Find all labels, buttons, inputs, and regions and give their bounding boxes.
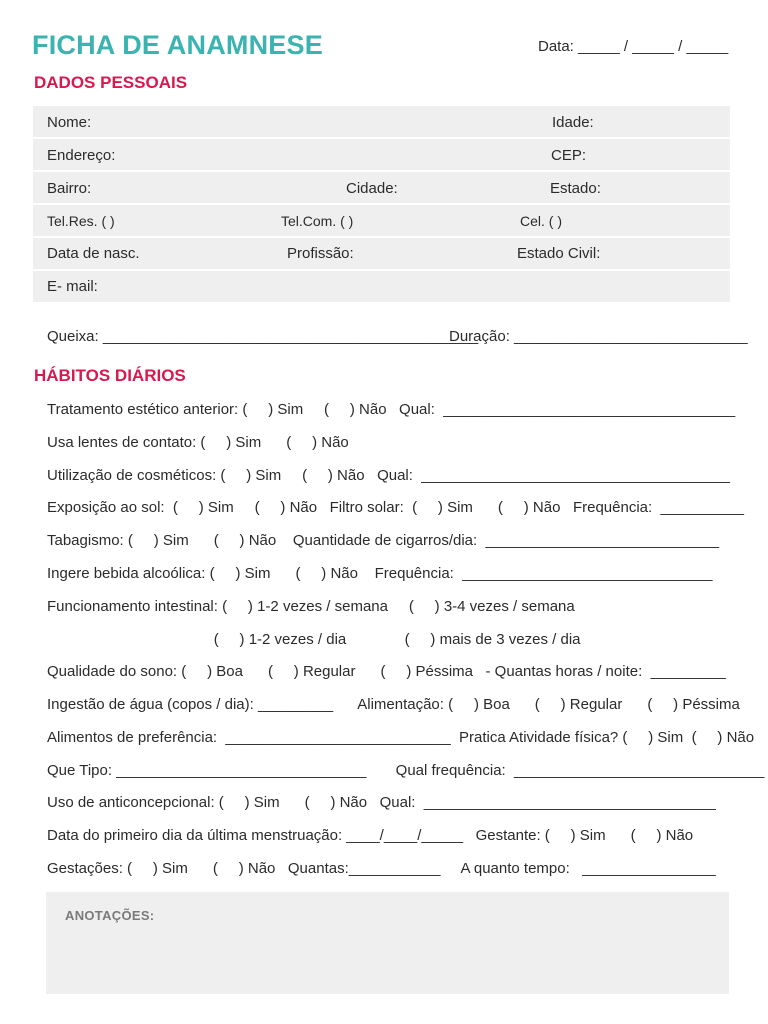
line-lentes-contato[interactable]: Usa lentes de contato: ( ) Sim ( ) Não — [47, 434, 349, 451]
section-title-habitos-diarios: HÁBITOS DIÁRIOS — [34, 366, 186, 385]
label-estado-civil: Estado Civil: — [517, 245, 601, 262]
line-qualidade-sono[interactable]: Qualidade do sono: ( ) Boa ( ) Regular ( ) Péssima - Quantas horas / noite: _________ — [47, 663, 726, 680]
section-title-dados-pessoais: DADOS PESSOAIS — [34, 73, 188, 92]
row-email[interactable] — [33, 271, 730, 302]
line-cosmeticos[interactable]: Utilização de cosméticos: ( ) Sim ( ) Não Qual: _____________________________________ — [47, 467, 730, 484]
label-data-nasc: Data de nasc. — [47, 245, 140, 262]
label-estado: Estado: — [550, 180, 601, 197]
line-funcionamento-intestinal-2[interactable]: ( ) 1-2 vezes / dia ( ) mais de 3 vezes / dia — [47, 631, 581, 648]
label-bairro: Bairro: — [47, 180, 92, 197]
duracao-field[interactable]: Duração: ____________________________ — [449, 328, 748, 345]
label-profissao: Profissão: — [287, 245, 354, 262]
line-anticoncepcional[interactable]: Uso de anticoncepcional: ( ) Sim ( ) Não Qual: ___________________________________ — [47, 794, 716, 811]
line-exposicao-sol[interactable]: Exposição ao sol: ( ) Sim ( ) Não Filtro solar: ( ) Sim ( ) Não Frequência: __________ — [47, 499, 744, 516]
row-endereco[interactable] — [33, 139, 730, 170]
row-nome[interactable] — [33, 106, 730, 137]
anotacoes-box[interactable] — [46, 892, 729, 994]
line-menstruacao[interactable]: Data do primeiro dia da última menstruação: ____/____/_____ Gestante: ( ) Sim ( ) Não — [47, 827, 694, 844]
line-funcionamento-intestinal[interactable]: Funcionamento intestinal: ( ) 1-2 vezes / semana ( ) 3-4 vezes / semana — [47, 598, 575, 615]
label-email: E- mail: — [47, 278, 98, 295]
line-ingestao-agua[interactable]: Ingestão de água (copos / dia): _________ Alimentação: ( ) Boa ( ) Regular ( ) Péssima — [47, 696, 740, 713]
line-tabagismo[interactable]: Tabagismo: ( ) Sim ( ) Não Quantidade de cigarros/dia: ____________________________ — [47, 532, 720, 549]
row-telefones[interactable] — [33, 205, 730, 236]
form-title: FICHA DE ANAMNESE — [32, 30, 323, 60]
line-gestacoes[interactable]: Gestações: ( ) Sim ( ) Não Quantas:___________ A quanto tempo: ________________ — [47, 860, 716, 877]
line-tipo-atividade[interactable]: Que Tipo: ______________________________ Qual frequência: ______________________________ — [47, 762, 765, 779]
label-tel-res: Tel.Res. ( ) — [47, 213, 115, 229]
label-endereco: Endereço: — [47, 147, 116, 164]
queixa-field[interactable]: Queixa: _____________________________________________ — [47, 328, 479, 345]
label-cidade: Cidade: — [346, 180, 398, 197]
label-idade: Idade: — [552, 114, 594, 131]
label-tel-com: Tel.Com. ( ) — [281, 213, 354, 229]
line-alimentos-preferencia[interactable]: Alimentos de preferência: ___________________________ Pratica Atividade física? ( ) Sim ( ) Não — [47, 729, 755, 746]
anotacoes-label: ANOTAÇÕES: — [65, 908, 155, 923]
label-nome: Nome: — [47, 114, 92, 131]
date-field[interactable]: Data: _____ / _____ / _____ — [538, 38, 729, 55]
line-tratamento-estetico[interactable]: Tratamento estético anterior: ( ) Sim ( ) Não Qual: ___________________________________ — [47, 401, 736, 418]
label-cel: Cel. ( ) — [520, 213, 562, 229]
line-bebida-alcoolica[interactable]: Ingere bebida alcoólica: ( ) Sim ( ) Não Frequência: ______________________________ — [47, 565, 713, 582]
label-cep: CEP: — [551, 147, 587, 164]
